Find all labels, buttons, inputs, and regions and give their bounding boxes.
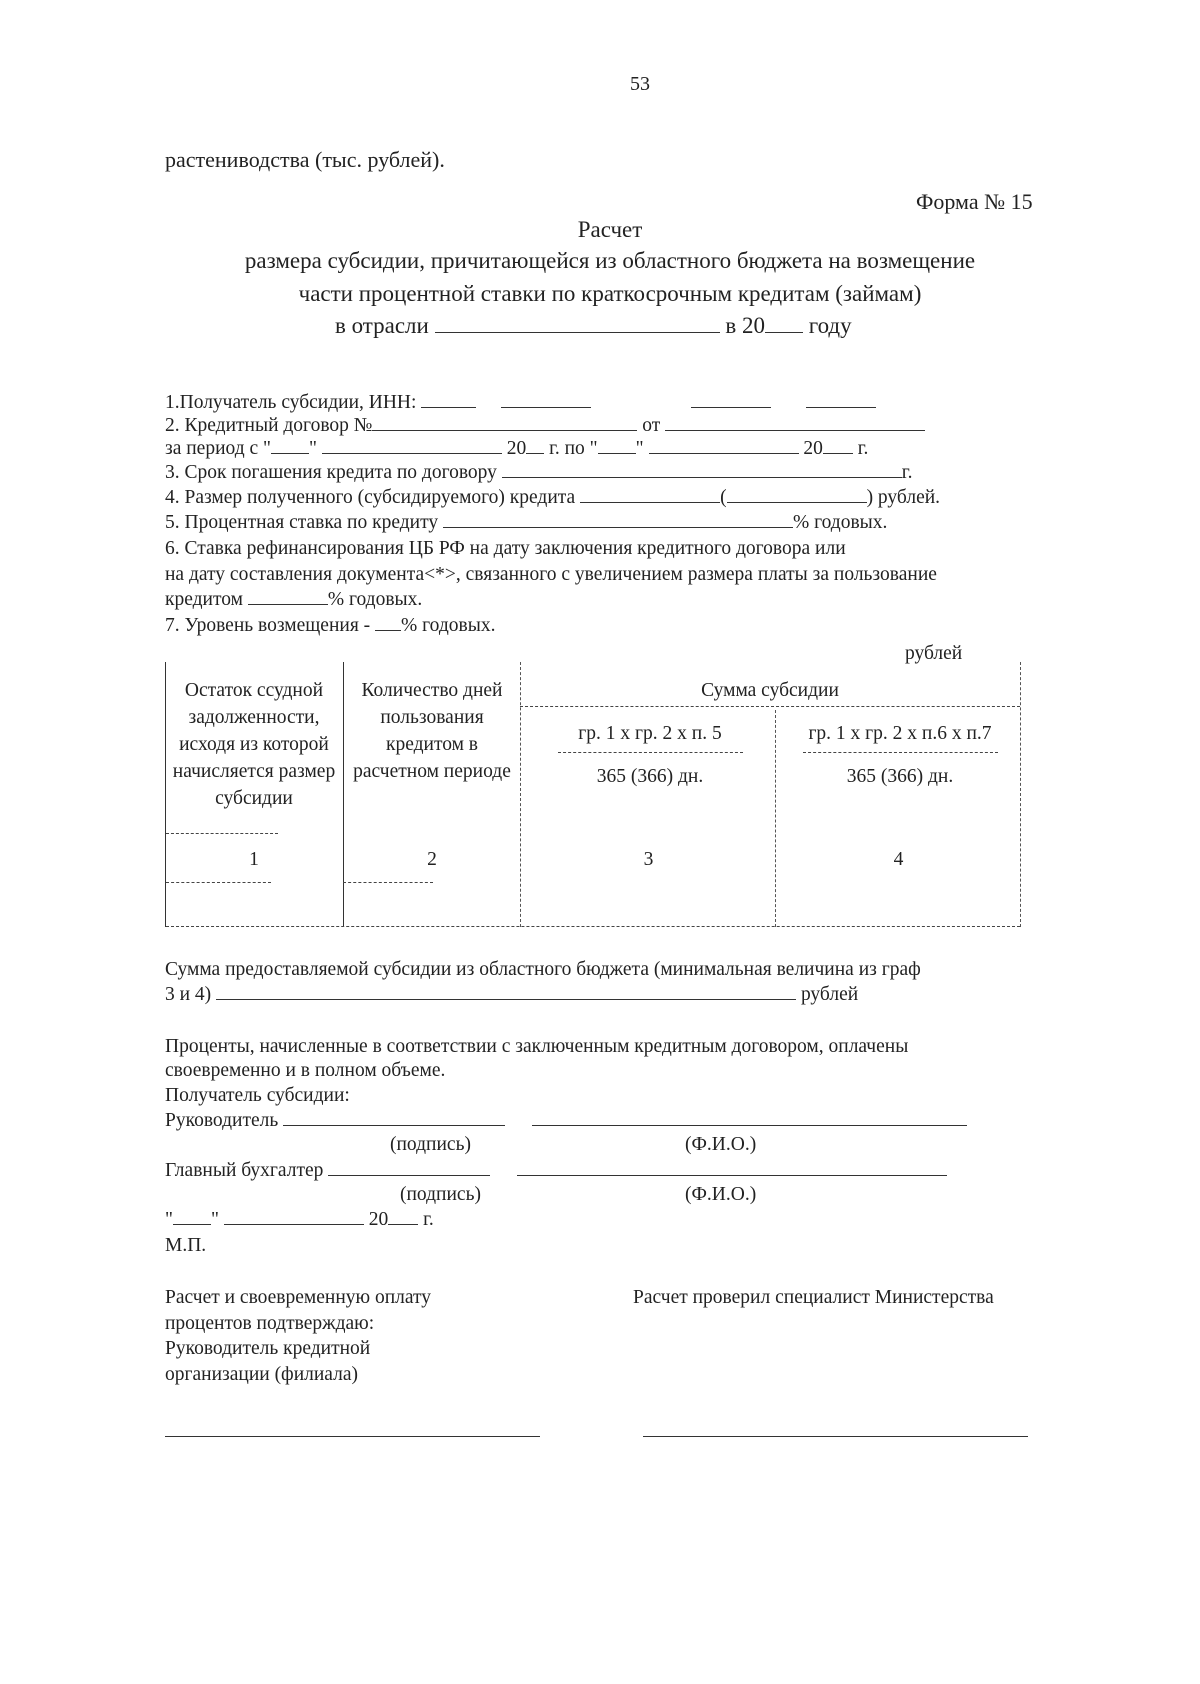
- bank-confirm-line2: процентов подтверждаю:: [165, 1313, 375, 1334]
- title-year-suffix: году: [808, 313, 852, 338]
- title-year-prefix: в 20: [725, 313, 765, 338]
- bank-signature-line[interactable]: [165, 1436, 540, 1437]
- group-header-underline: [520, 706, 1020, 707]
- accountant-sign-caption: (подпись): [400, 1184, 481, 1205]
- period-to-day-field[interactable]: [598, 437, 636, 454]
- accountant-label: Главный бухгалтер: [165, 1160, 324, 1181]
- credit-amount-field[interactable]: [580, 486, 720, 503]
- page-number: 53: [630, 73, 650, 95]
- ministry-check-label: Расчет проверил специалист Министерства: [633, 1287, 994, 1308]
- sum-label: 3 и 4): [165, 984, 212, 1005]
- period-from-open: за период с ": [165, 438, 271, 459]
- ministry-signature-line[interactable]: [643, 1436, 1028, 1437]
- accountant-signature-field[interactable]: [328, 1159, 490, 1176]
- table-border-right: [1020, 662, 1021, 927]
- field-6-line1: 6. Ставка рефинансирования ЦБ РФ на дату заключения кредитного договора или: [165, 538, 846, 559]
- field-1-row: [165, 391, 876, 415]
- interest-rate-field[interactable]: [443, 511, 793, 528]
- date-year-field[interactable]: [388, 1208, 418, 1225]
- field-2-row: [165, 414, 925, 438]
- field-5-suffix: % годовых.: [792, 512, 888, 533]
- bank-confirm-line3: Руководитель кредитной: [165, 1338, 371, 1359]
- inn-field-a[interactable]: [421, 391, 476, 408]
- field-6-line2: на дату составления документа<*>, связанного с увеличением размера платы за пользование: [165, 564, 937, 585]
- period-to-g: г.: [857, 438, 869, 459]
- head-row: [165, 1109, 967, 1133]
- field-3-row: [165, 461, 912, 485]
- period-g-po: г. по ": [549, 438, 598, 459]
- table-unit: рублей: [905, 643, 963, 664]
- field-7-suffix: % годовых.: [401, 615, 496, 636]
- col3-denominator: 365 (366) дн.: [596, 766, 704, 788]
- field-5-label: 5. Процентная ставка по кредиту: [165, 512, 439, 533]
- period-from-20: 20: [506, 438, 527, 459]
- field-7-row: [165, 614, 495, 638]
- field-2-period-row: [165, 437, 868, 461]
- header-bottom-line: [166, 833, 278, 834]
- col-number-2: 2: [427, 849, 437, 870]
- period-to-20: 20: [803, 438, 823, 459]
- head-fio-field[interactable]: [532, 1109, 967, 1126]
- repayment-term-field[interactable]: [502, 461, 902, 478]
- head-fio-caption: (Ф.И.О.): [685, 1134, 757, 1155]
- confirm-line2: своевременно и в полном объеме.: [165, 1060, 446, 1081]
- table-border-bottom: [166, 926, 1020, 927]
- field-4-label: 4. Размер полученного (субсидируемого) кредита: [165, 487, 576, 508]
- bank-confirm-line1: Расчет и своевременную оплату: [165, 1287, 432, 1308]
- bank-confirm-line4: организации (филиала): [165, 1364, 359, 1385]
- title-branch-label: в отрасли: [335, 313, 429, 338]
- field-6-line3: [165, 588, 422, 612]
- col-number-3: 3: [643, 849, 654, 870]
- field-1-label: 1.Получатель субсидии, ИНН:: [165, 392, 417, 413]
- field-6-prefix: кредитом: [165, 589, 243, 610]
- col-number-1: 1: [249, 849, 259, 870]
- col2-header: Количество дней пользования кредитом в расчетном периоде: [353, 680, 511, 782]
- field-5-row: [165, 511, 887, 535]
- credit-amount-words-field[interactable]: [727, 486, 867, 503]
- field-3-g: г.: [901, 462, 913, 483]
- form-label: Форма № 15: [916, 189, 1033, 214]
- sum-line2: [165, 983, 858, 1007]
- col4-numerator: гр. 1 х гр. 2 х п.6 х п.7: [808, 723, 992, 744]
- date-20: 20: [368, 1209, 389, 1230]
- contract-number-field[interactable]: [372, 414, 637, 431]
- field-2-label: 2. Кредитный договор №: [165, 415, 373, 436]
- continuation-text: растениводства (тыс. рублей).: [165, 147, 445, 172]
- period-from-year-field[interactable]: [526, 437, 544, 454]
- date-close-quote: ": [210, 1209, 219, 1230]
- contract-date-field[interactable]: [665, 414, 925, 431]
- inn-field-d[interactable]: [806, 391, 876, 408]
- col3-formula: [555, 722, 745, 790]
- period-from-close: ": [308, 438, 317, 459]
- period-from-day-field[interactable]: [271, 437, 309, 454]
- period-to-close: ": [635, 438, 644, 459]
- field-7-label: 7. Уровень возмещения -: [165, 615, 371, 636]
- inn-field-c[interactable]: [691, 391, 771, 408]
- table-divider-1: [343, 662, 344, 927]
- accountant-fio-field[interactable]: [517, 1159, 947, 1176]
- branch-field[interactable]: [435, 316, 720, 333]
- inn-field-b[interactable]: [501, 391, 591, 408]
- confirm-line1: Проценты, начисленные в соответствии с заключенным кредитным договором, оплачены: [165, 1036, 909, 1057]
- field-2-ot: от: [642, 415, 661, 436]
- title-line2: размера субсидии, причитающейся из областного бюджета на возмещение: [244, 248, 976, 273]
- period-to-year-field[interactable]: [823, 437, 853, 454]
- field-6-suffix: % годовых.: [327, 589, 423, 610]
- compensation-level-field[interactable]: [375, 614, 401, 631]
- year-field[interactable]: [765, 316, 803, 333]
- sum-line1: Сумма предоставляемой субсидии из областного бюджета (минимальная величина из граф: [165, 959, 921, 980]
- date-open-quote: ": [165, 1209, 173, 1230]
- accountant-row: [165, 1159, 947, 1183]
- col4-formula: [785, 722, 1015, 790]
- group-header: Сумма субсидии: [701, 680, 839, 701]
- head-sign-caption: (подпись): [390, 1134, 471, 1155]
- table-divider-3: [775, 710, 776, 927]
- col4-denominator: 365 (366) дн.: [846, 766, 954, 788]
- head-signature-field[interactable]: [283, 1109, 505, 1126]
- subsidy-sum-field[interactable]: [216, 983, 796, 1000]
- head-label: Руководитель: [165, 1110, 279, 1131]
- recipient-label: Получатель субсидии:: [165, 1085, 350, 1106]
- numbers-bottom-line-2: [343, 882, 433, 883]
- table-border-left: [165, 662, 166, 927]
- period-to-month-field[interactable]: [649, 437, 799, 454]
- field-3-label: 3. Срок погашения кредита по договору: [165, 462, 497, 483]
- title-line1: Расчет: [577, 217, 643, 242]
- date-month-field[interactable]: [224, 1208, 364, 1225]
- title-line4: [335, 312, 852, 341]
- field-4-row: [165, 486, 940, 510]
- period-from-month-field[interactable]: [322, 437, 502, 454]
- col1-header: Остаток ссудной задолженности, исходя из которой начисляется размер субсидии: [172, 680, 336, 809]
- refinancing-rate-field[interactable]: [248, 588, 328, 605]
- field-4-open: (: [720, 487, 727, 508]
- title-line3: части процентной ставки по краткосрочным кредитам (займам): [298, 281, 922, 306]
- field-4-close: ) рублей.: [866, 487, 941, 508]
- date-day-field[interactable]: [173, 1208, 211, 1225]
- col-number-4: 4: [893, 849, 904, 870]
- numbers-bottom-line: [166, 882, 271, 883]
- col3-numerator: гр. 1 х гр. 2 х п. 5: [578, 723, 722, 744]
- stamp-place: М.П.: [165, 1235, 207, 1256]
- accountant-fio-caption: (Ф.И.О.): [685, 1184, 757, 1205]
- date-row: [165, 1208, 434, 1232]
- date-g: г.: [423, 1209, 434, 1230]
- sum-unit: рублей: [800, 984, 859, 1005]
